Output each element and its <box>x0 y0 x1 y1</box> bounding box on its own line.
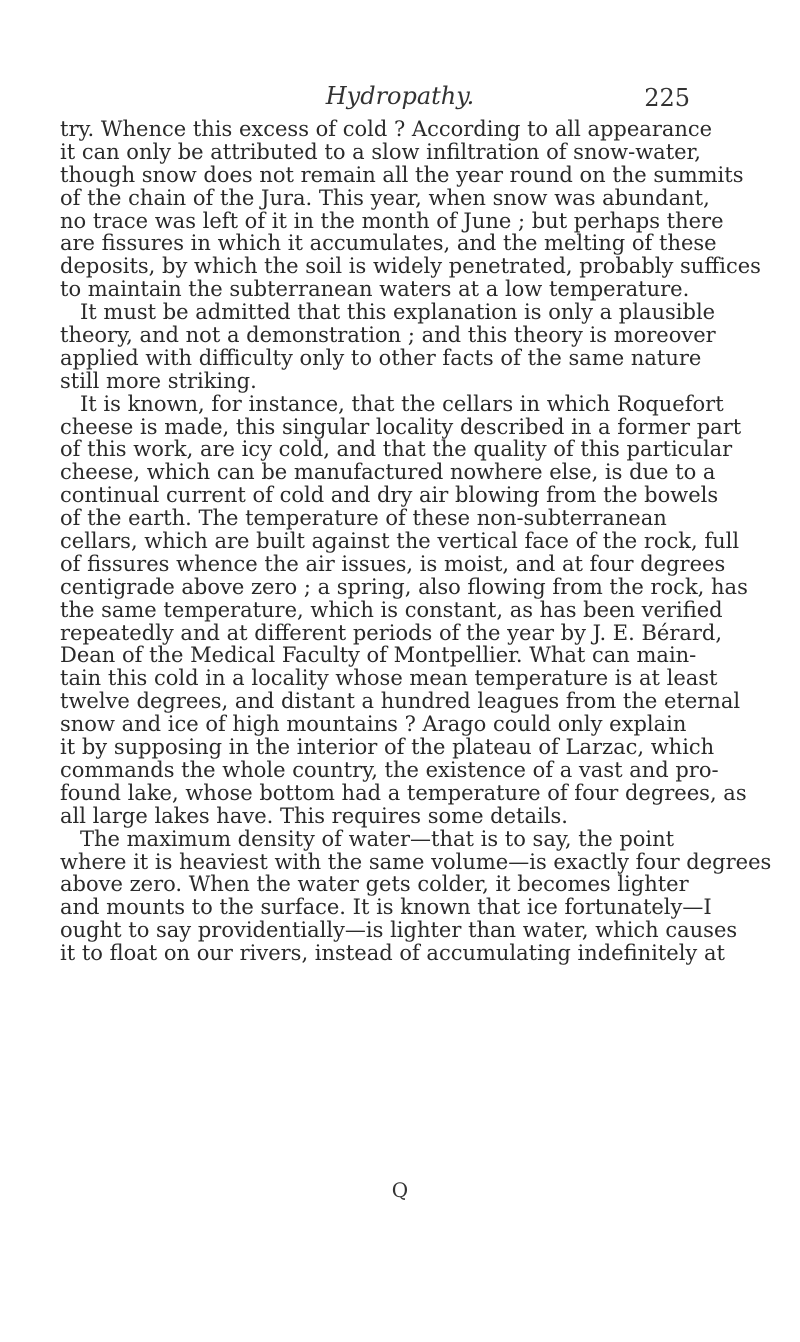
text-line: no trace was left of it in the month of June ; but perhaps there <box>60 208 724 233</box>
text-line: still more striking. <box>60 368 257 393</box>
text-line: of fissures whence the air issues, is moist, and at four degrees <box>60 551 726 576</box>
text-line: it can only be attributed to a slow infiltration of snow-water, <box>60 139 701 164</box>
text-line: the same temperature, which is constant, as has been verified <box>60 597 723 622</box>
text-line: theory, and not a demonstration ; and this theory is moreover <box>60 323 716 348</box>
text-line: repeatedly and at different periods of the year by J. E. Bérard, <box>60 620 723 645</box>
text-line: cellars, which are built against the vertical face of the rock, full <box>60 529 740 554</box>
text-line: snow and ice of high mountains ? Arago could only explain <box>60 712 687 737</box>
text-line: found lake, whose bottom had a temperature of four degrees, as <box>60 780 747 805</box>
text-line: to maintain the subterranean waters at a low temperature. <box>60 277 690 302</box>
text-line: of this work, are icy cold, and that the quality of this particular <box>60 437 733 462</box>
text-line: try. Whence this excess of cold ? According to all appearance <box>60 117 713 141</box>
signature-mark: Q <box>391 1178 409 1202</box>
text-line: all large lakes have. This requires some details. <box>60 803 568 828</box>
body-text <box>60 117 772 966</box>
text-line: ought to say providentially—is lighter than water, which causes <box>60 918 738 943</box>
text-line: centigrade above zero ; a spring, also flowing from the rock, has <box>60 574 748 599</box>
text-line: though snow does not remain all the year round on the summits <box>60 162 744 187</box>
text-line: it by supposing in the interior of the plateau of Larzac, which <box>60 735 715 760</box>
text-line: commands the whole country, the existence of a vast and pro- <box>60 757 719 782</box>
text-line: it to float on our rivers, instead of accumulating indefinitely at <box>60 941 725 966</box>
text-line: twelve degrees, and distant a hundred leagues from the eternal <box>60 689 741 714</box>
text-line: continual current of cold and dry air blowing from the bowels <box>60 483 719 508</box>
text-line: Dean of the Medical Faculty of Montpellier. What can main- <box>60 643 697 668</box>
running-title: Hydropathy. <box>325 82 475 110</box>
text-line: deposits, by which the soil is widely penetrated, probably suffices <box>60 254 761 279</box>
paragraph-start-line: It is known, for instance, that the cellars in which Roquefort <box>80 391 724 416</box>
page-number: 225 <box>644 84 690 112</box>
text-line: of the chain of the Jura. This year, when snow was abundant, <box>60 185 710 210</box>
text-line: of the earth. The temperature of these non-subterranean <box>60 506 667 531</box>
text-line: tain this cold in a locality whose mean temperature is at least <box>60 666 718 691</box>
text-line: where it is heaviest with the same volume—is exactly four degrees <box>60 849 772 874</box>
paragraph-start-line: The maximum density of water—that is to say, the point <box>80 826 675 851</box>
text-line: cheese is made, this singular locality described in a former part <box>60 414 742 439</box>
text-line: above zero. When the water gets colder, it becomes lighter <box>60 872 689 897</box>
text-line: applied with difficulty only to other facts of the same nature <box>60 345 702 370</box>
text-line: are fissures in which it accumulates, and the melting of these <box>60 231 717 256</box>
text-line: cheese, which can be manufactured nowhere else, is due to a <box>60 460 716 485</box>
text-line: and mounts to the surface. It is known that ice fortunately—I <box>60 895 712 920</box>
paragraph-start-line: It must be admitted that this explanation is only a plausible <box>80 300 716 325</box>
